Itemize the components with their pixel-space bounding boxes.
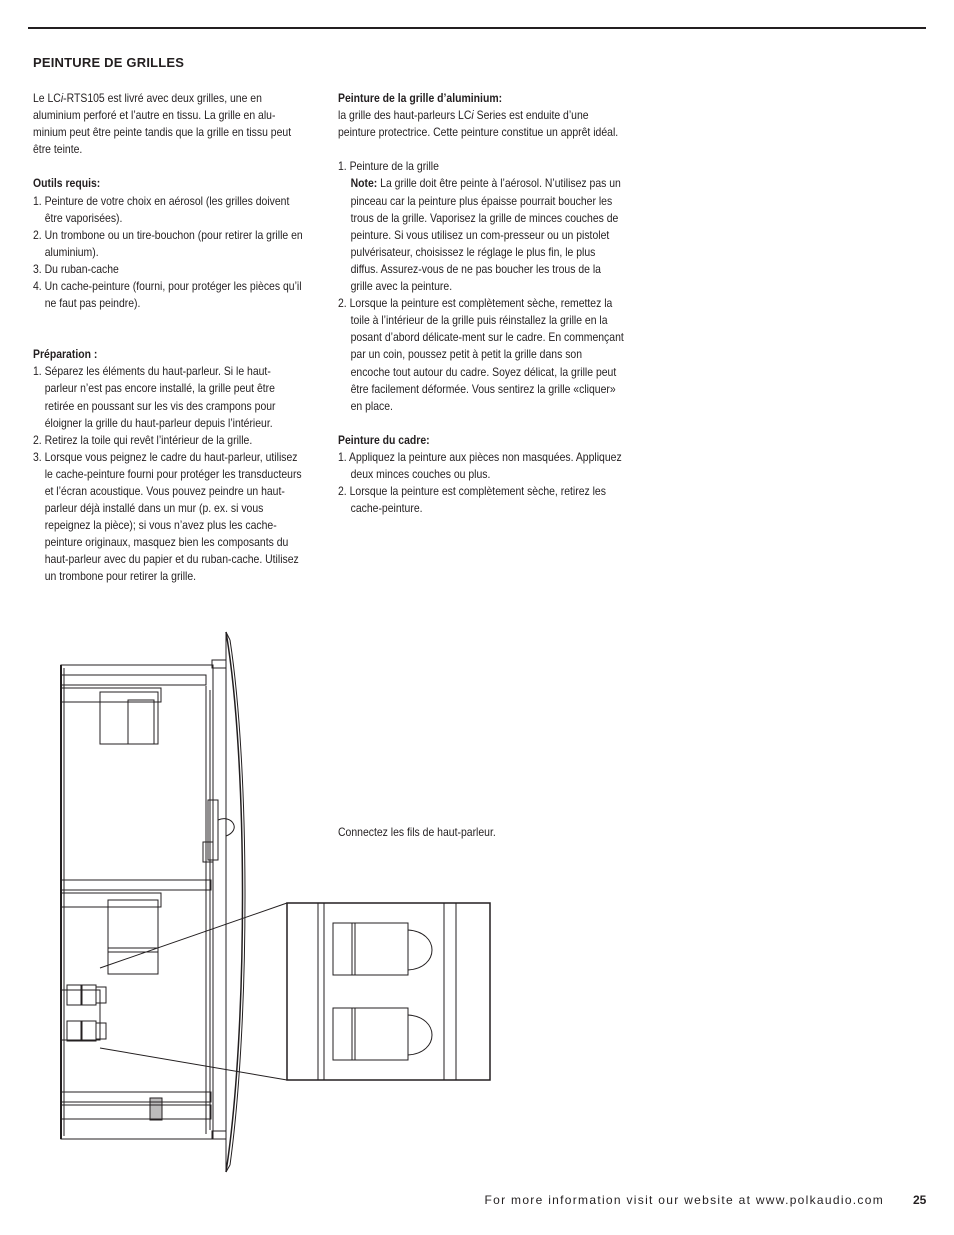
footer-website-text: For more information visit our website at www.polkaudio.com: [484, 1193, 884, 1207]
frame-item-1: 1. Appliquez la peinture aux pièces non masquées. Appliquez deux minces couches ou plus.: [338, 450, 622, 482]
tools-heading: Outils requis:: [33, 177, 101, 191]
prep-item-2: 2. Retirez la toile qui revêt l’intérieur de la grille.: [33, 433, 253, 447]
speaker-side-view: [61, 632, 245, 1172]
step1-title: 1. Peinture de la grille: [338, 160, 439, 174]
alu-intro-a: la grille des haut-parleurs LC: [338, 109, 472, 123]
alu-intro-b: Series est enduite d’une peinture protectrice. Cette peinture constitue un apprêt idéal.: [338, 109, 619, 140]
frame-item-2: 2. Lorsque la peinture est complètement sèche, retirez les cache-peinture.: [338, 485, 606, 516]
tools-item-2: 2. Un trombone ou un tire-bouchon (pour retirer la grille en aluminium).: [33, 228, 303, 259]
intro-text-a: Le LC: [33, 92, 61, 105]
alu-heading: Peinture de la grille d’aluminium:: [338, 92, 503, 105]
figure-caption: Connectez les fils de haut-parleur.: [338, 826, 496, 839]
prep-heading: Préparation :: [33, 348, 98, 362]
tools-item-3: 3. Du ruban-cache: [33, 262, 119, 276]
note-label: Note:: [350, 177, 378, 191]
step2: 2. Lorsque la peinture est complètement sèche, remettez la toile à l’intérieur de la grille puis réinstallez la grille en la posant d’abord délicate-ment sur le cadre. En commençant par un coin, poussez petit à petit la grille dans son encoche tout autour du cadre. Soyez délicat, la grille peut être facilement déformée. Vous sentirez la grille «cliquer» en place.: [338, 297, 624, 413]
prep-item-1: 1. Séparez les éléments du haut-parleur. Si le haut-parleur n’est pas encore installé, la grille peut être retirée en poussant sur les vis des crampons pour éloigner la grille du haut-parleur depuis l’intérieur.: [33, 365, 276, 430]
frame-heading: Peinture du cadre:: [338, 433, 430, 447]
section-title: PEINTURE DE GRILLES: [33, 55, 185, 70]
callout-lines: [100, 903, 287, 1080]
tools-item-4: 4. Un cache-peinture (fourni, pour protéger les pièces qu’il ne faut pas peindre).: [33, 280, 302, 311]
terminal-detail-inset: [287, 903, 490, 1080]
prep-item-3: 3. Lorsque vous peignez le cadre du haut-parleur, utilisez le cache-peinture fourni pour protéger les transducteurs et l’écran acoustique. Vous pouvez peindre un haut-parleur déjà installé dans un mur (p. ex. si vous repeignez la pièce); si vous n’avez plus les cache-peinture originaux, masquez bien les composants du haut-parleur avec du papier et du ruban-cache. Utilisez un trombone pour retirer la grille.: [33, 450, 302, 584]
page-number: 25: [913, 1193, 927, 1207]
note-text: La grille doit être peinte à l’aérosol. N’utilisez pas un pinceau car la peinture plus épaisse pourrait boucher les trous de la grille. Vaporisez la grille de minces couches de peinture. Si vous utilisez un com-presseur ou un pistolet pulvérisateur, choisissez le réglage le plus fin, le plus diffus. Assurez-vous de ne pas boucher les trous de la grille avec la peinture.: [350, 177, 621, 294]
intro-text-b: -RTS105 est livré avec deux grilles, une en aluminium perforé et l’autre en tissu. La grille en alu-minium peut être peinte tandis que la grille en tissu peut être teinte.: [33, 92, 292, 157]
alu-intro-i: i: [471, 109, 474, 123]
intro-text-i: i: [60, 92, 64, 105]
tools-item-1: 1. Peinture de votre choix en aérosol (les grilles doivent être vaporisées).: [33, 194, 290, 225]
